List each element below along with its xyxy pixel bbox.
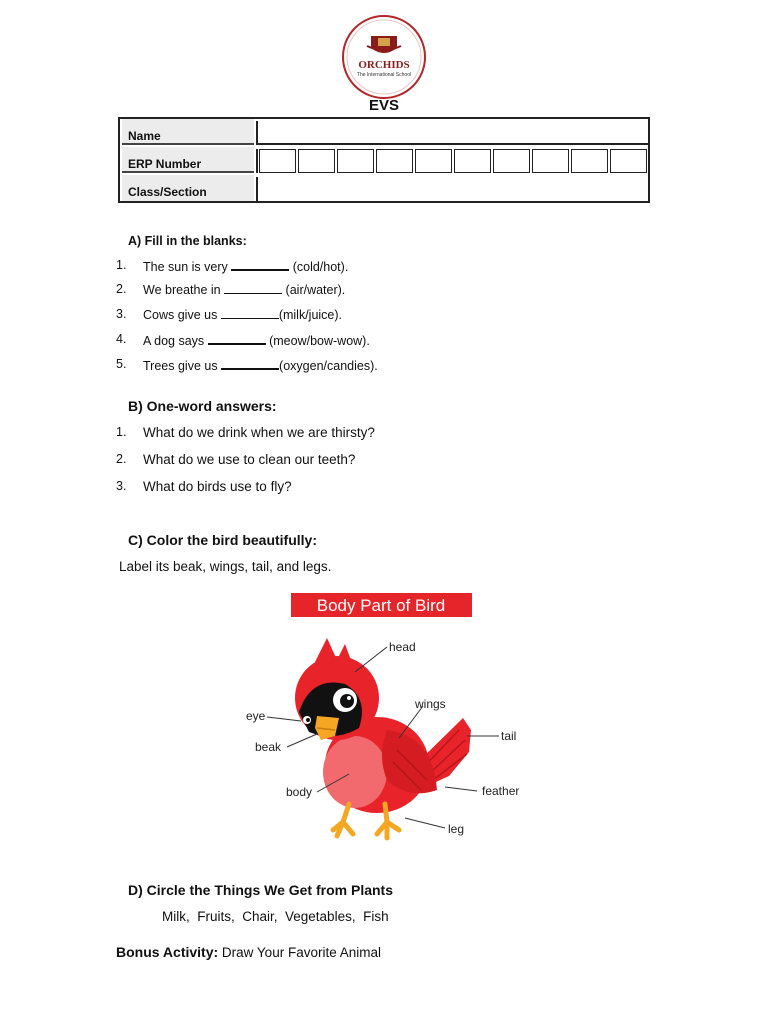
erp-digit-box[interactable] <box>298 149 335 173</box>
erp-digit-box[interactable] <box>376 149 413 173</box>
erp-digit-box[interactable] <box>337 149 374 173</box>
section-b-heading: B) One-word answers: <box>128 398 277 414</box>
erp-label: ERP Number <box>122 147 254 173</box>
label-beak: beak <box>255 740 282 754</box>
erp-digit-box[interactable] <box>571 149 608 173</box>
class-row <box>120 175 648 203</box>
answer-blank[interactable] <box>221 307 279 319</box>
erp-digit-box[interactable] <box>259 149 296 173</box>
erp-digit-box[interactable] <box>532 149 569 173</box>
bonus-activity <box>116 944 381 960</box>
erp-digit-box[interactable] <box>610 149 647 173</box>
erp-row <box>120 147 648 175</box>
label-eye: eye <box>246 709 266 723</box>
school-logo <box>341 14 427 100</box>
subject-title: EVS <box>368 97 399 114</box>
name-row <box>120 119 648 147</box>
section-c-instruction: Label its beak, wings, tail, and legs. <box>119 559 332 574</box>
label-feather: feather <box>482 784 520 798</box>
student-info-table <box>118 117 650 203</box>
logo-name: ORCHIDS <box>358 59 410 71</box>
name-label: Name <box>122 119 254 145</box>
section-c-heading: C) Color the bird beautifully: <box>128 532 317 548</box>
section-d-heading: D) Circle the Things We Get from Plants <box>128 882 394 898</box>
erp-number-boxes <box>256 149 648 173</box>
bird-body-parts-figure <box>237 590 529 852</box>
bonus-label: Bonus Activity: <box>116 944 219 960</box>
erp-digit-box[interactable] <box>454 149 491 173</box>
name-field[interactable] <box>256 121 648 145</box>
logo-tagline: The International School <box>356 72 412 78</box>
label-body: body <box>286 785 313 799</box>
answer-blank[interactable] <box>224 282 282 294</box>
figure-title: Body Part of Bird <box>316 596 446 615</box>
erp-digit-box[interactable] <box>415 149 452 173</box>
section-b-list: 1. What do we drink when we are thirsty? 2. What do we use to clean our teeth? 3. What do birds use to fly? <box>116 425 375 494</box>
section-d-options: Milk, Fruits, Chair, Vegetables, Fish <box>162 909 389 924</box>
label-head: head <box>389 640 416 654</box>
class-section-field[interactable] <box>256 177 648 201</box>
section-a-heading: A) Fill in the blanks: <box>128 234 247 248</box>
label-tail: tail <box>501 729 517 743</box>
answer-blank[interactable] <box>208 332 266 345</box>
answer-blank[interactable] <box>231 258 289 271</box>
bonus-text: Draw Your Favorite Animal <box>218 945 381 960</box>
erp-digit-box[interactable] <box>493 149 530 173</box>
bird-icon <box>295 638 471 838</box>
answer-blank[interactable] <box>221 357 279 370</box>
class-label: Class/Section <box>122 175 254 201</box>
section-a-list: 1. The sun is very (cold/hot). 2. We breathe in (air/water). 3. Cows give us (milk/juice). 4. A dog says (meow/bow-wow). 5. Trees give us (oxygen/candies). <box>116 258 378 373</box>
label-leg: leg <box>448 822 465 836</box>
label-wings: wings <box>415 697 446 711</box>
